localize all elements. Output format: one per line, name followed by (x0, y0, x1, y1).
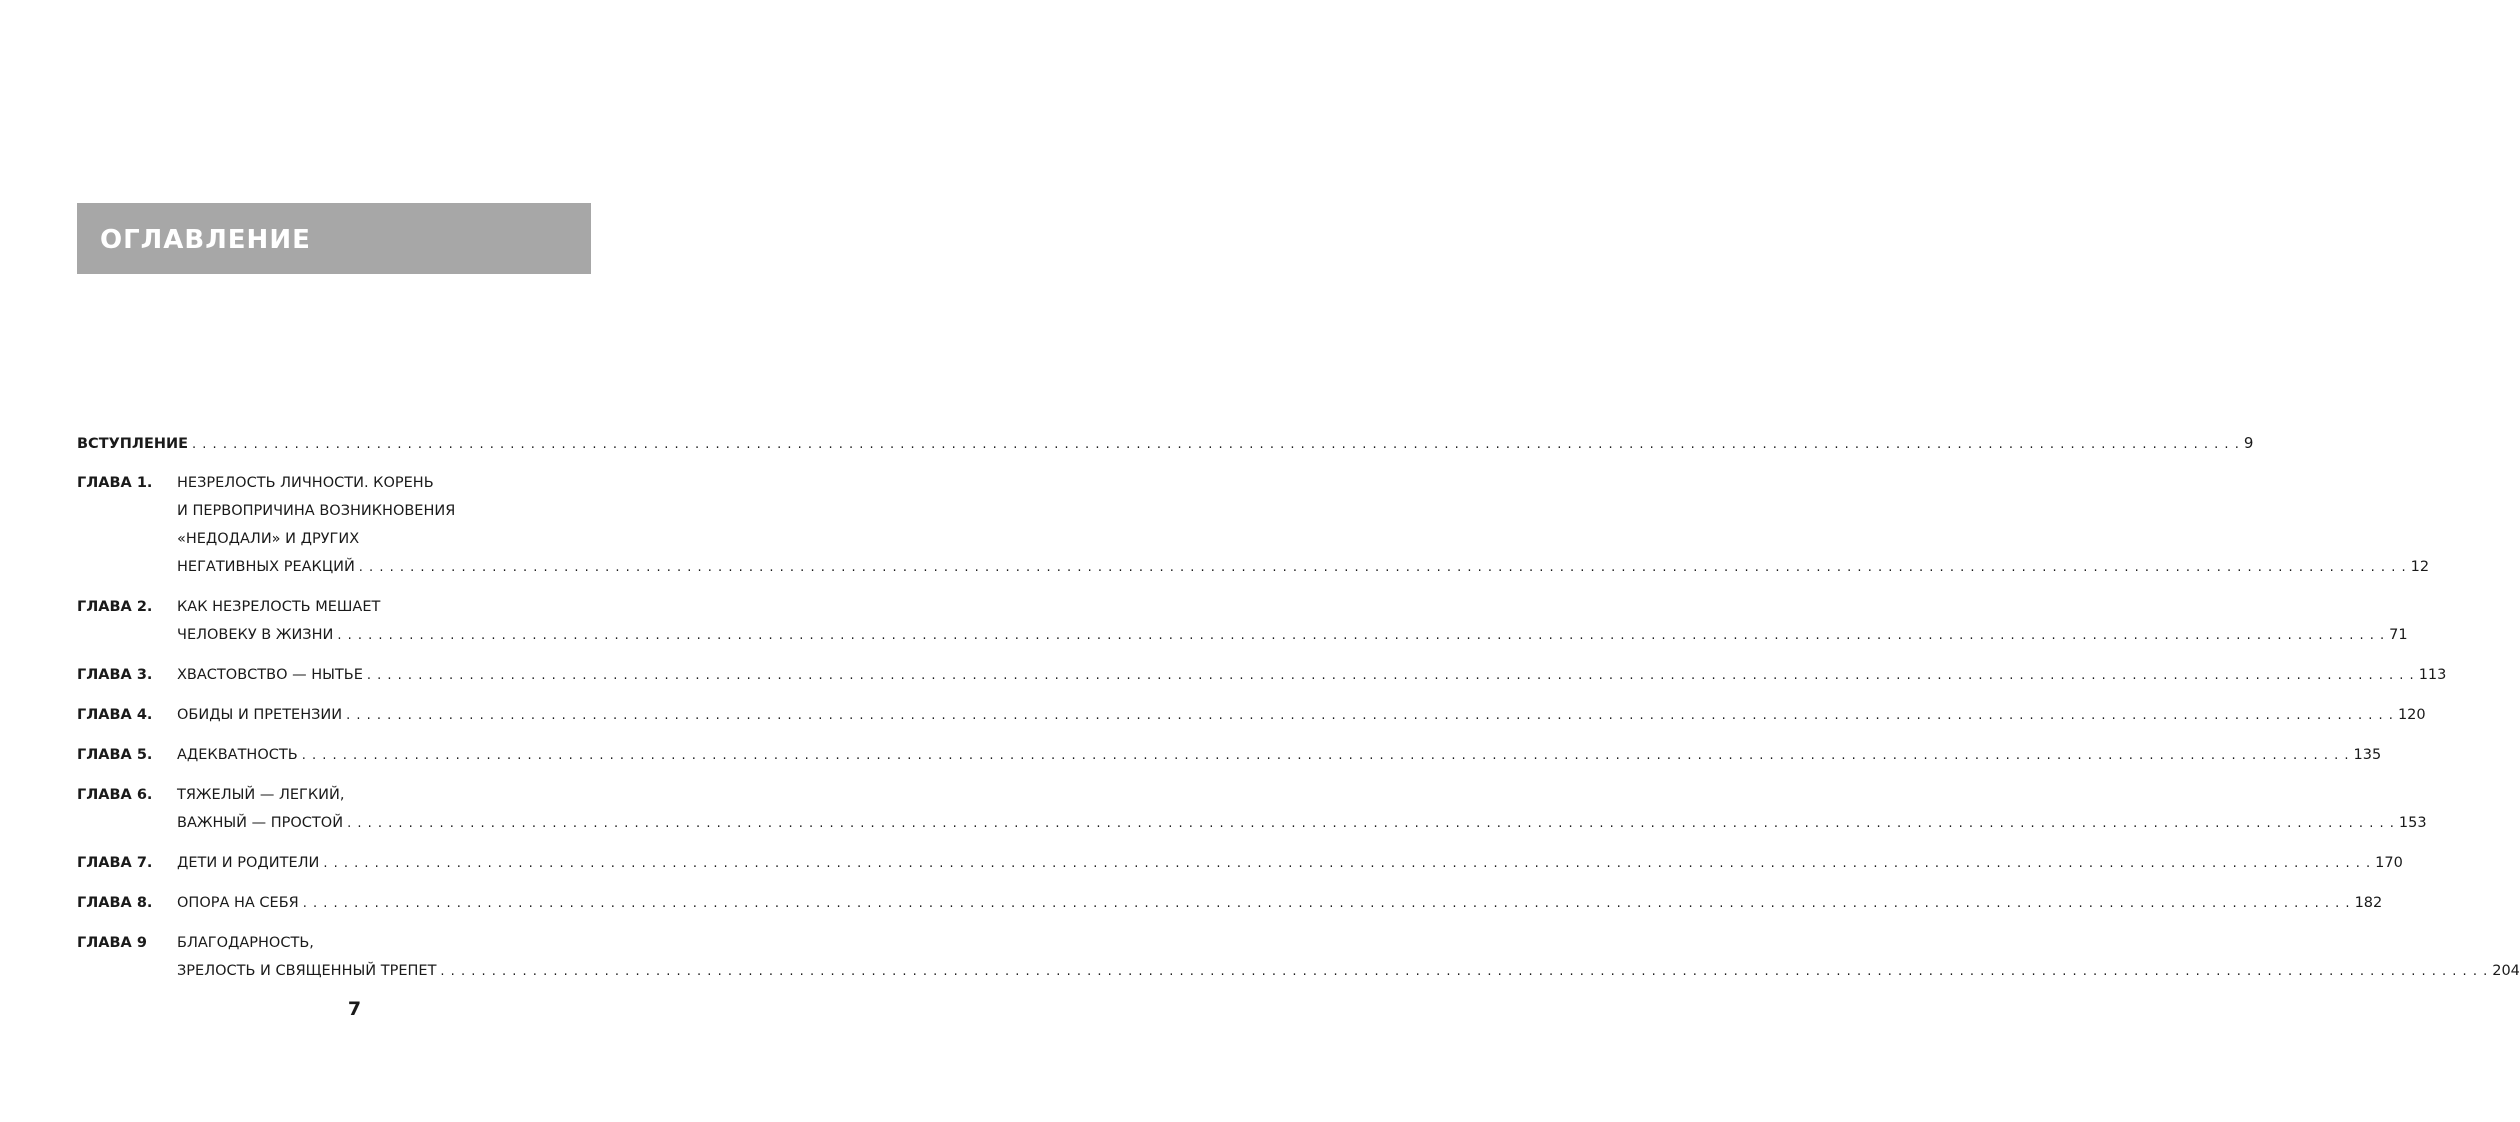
chapter-title (177, 701, 2426, 730)
dot-leader: . . . . . . . . . . . . . . . . . . . . . . . . . . . . . . . . . . . . . . . . . . . . . . . . . . . . . . . . . . . . . . . . . . . . . . . . . . . . . . . . . . . . . . . . . . . . . . . . . . . . . . . . . . . . . . . . . . . . . . . . . . . . . . . . . . . . . . . . . . . . . . . . . . . . . . . . . . . . . . . . . . . . . . . . . . . . . . . . . . . . . . . . . . . . . . . . . . . . . . . . (337, 628, 2386, 643)
chapter-title-last-line (177, 621, 2408, 650)
chapter-title (177, 469, 2430, 582)
chapter-title-line: АДЕКВАТНОСТЬ (177, 747, 298, 763)
chapter-label: ГЛАВА 1. (77, 475, 153, 491)
chapter-title (177, 889, 2383, 918)
chapter-title (177, 849, 2403, 878)
dot-leader: . . . . . . . . . . . . . . . . . . . . . . . . . . . . . . . . . . . . . . . . . . . . . . . . . . . . . . . . . . . . . . . . . . . . . . . . . . . . . . . . . . . . . . . . . . . . . . . . . . . . . . . . . . . . . . . . . . . . . . . . . . . . . . . . . . . . . . . . . . . . . . . . . . . . . . . . . . . . . . . . . . . . . . . . . . . . . . . . . . . . . . . . . . . . . . . . . . . . . . . . (346, 708, 2394, 723)
chapter-title (177, 593, 2408, 650)
chapter-label: ГЛАВА 9 (77, 935, 147, 951)
page-number: 7 (347, 998, 362, 1020)
chapter-title-line: НЕЗРЕЛОСТЬ ЛИЧНОСТИ. КОРЕНЬ (177, 475, 434, 491)
chapter-title-last-line (177, 701, 2426, 730)
toc-entry-chapter-2[interactable] (77, 593, 2408, 650)
chapter-title-last-line (177, 741, 2382, 770)
chapter-title (177, 929, 2520, 986)
chapter-page-number: 120 (2397, 707, 2426, 723)
chapter-title-last-line (177, 553, 2430, 582)
chapter-title-last-line (177, 661, 2447, 690)
chapter-title-last-line (177, 889, 2383, 918)
dot-leader: . . . . . . . . . . . . . . . . . . . . . . . . . . . . . . . . . . . . . . . . . . . . . . . . . . . . . . . . . . . . . . . . . . . . . . . . . . . . . . . . . . . . . . . . . . . . . . . . . . . . . . . . . . . . . . . . . . . . . . . . . . . . . . . . . . . . . . . . . . . . . . . . . . . . . . . . . . . . . . . . . . . . . . . . . . . . . . . . . . . . . . . . . . . . . . . . . . . . . . . . (366, 668, 2415, 683)
chapter-title-line: ТЯЖЕЛЫЙ — ЛЕГКИЙ, (177, 787, 345, 803)
chapter-title-line: ЗРЕЛОСТЬ И СВЯЩЕННЫЙ ТРЕПЕТ (177, 963, 437, 979)
chapter-title-line: ЧЕЛОВЕКУ В ЖИЗНИ (177, 627, 334, 643)
toc-entry-chapter-3[interactable] (77, 661, 2447, 690)
dot-leader: . . . . . . . . . . . . . . . . . . . . . . . . . . . . . . . . . . . . . . . . . . . . . . . . . . . . . . . . . . . . . . . . . . . . . . . . . . . . . . . . . . . . . . . . . . . . . . . . . . . . . . . . . . . . . . . . . . . . . . . . . . . . . . . . . . . . . . . . . . . . . . . . . . . . . . . . . . . . . . . . . . . . . . . . . . . . . . . . . . . . . . . . . . . . . . . . . . . . . . . . (358, 560, 2407, 575)
chapter-label: ГЛАВА 7. (77, 855, 153, 871)
chapter-page-number: 153 (2398, 815, 2427, 831)
dot-leader: . . . . . . . . . . . . . . . . . . . . . . . . . . . . . . . . . . . . . . . . . . . . . . . . . . . . . . . . . . . . . . . . . . . . . . . . . . . . . . . . . . . . . . . . . . . . . . . . . . . . . . . . . . . . . . . . . . . . . . . . . . . . . . . . . . . . . . . . . . . . . . . . . . . . . . . . . . . . . . . . . . . . . . . . . . . . . . . . . . . . . . . . . . . . . . . . . . . . . . . . (302, 896, 2351, 911)
chapter-title-line: И ПЕРВОПРИЧИНА ВОЗНИКНОВЕНИЯ (177, 503, 456, 519)
intro-label: ВСТУПЛЕНИЕ (77, 436, 189, 452)
toc-entry-intro[interactable] (77, 429, 2254, 457)
chapter-label: ГЛАВА 2. (77, 599, 153, 615)
chapter-title-line: ВАЖНЫЙ — ПРОСТОЙ (177, 815, 344, 831)
heading-band (77, 203, 591, 274)
chapter-title-line: КАК НЕЗРЕЛОСТЬ МЕШАЕТ (177, 599, 381, 615)
toc-entry-chapter-9[interactable] (77, 929, 2520, 986)
chapter-page-number: 71 (2389, 627, 2408, 643)
chapter-page-number: 113 (2418, 667, 2447, 683)
toc-entry-chapter-4[interactable] (77, 701, 2426, 730)
chapter-title-last-line (177, 957, 2520, 986)
toc-entry-chapter-8[interactable] (77, 889, 2383, 918)
chapter-page-number: 12 (2410, 559, 2430, 575)
chapter-page-number: 182 (2354, 895, 2383, 911)
toc-entry-chapter-7[interactable] (77, 849, 2403, 878)
chapter-page-number: 204 (2492, 963, 2520, 979)
chapter-title-line: ОБИДЫ И ПРЕТЕНЗИИ (177, 707, 343, 723)
chapter-label: ГЛАВА 3. (77, 667, 153, 683)
table-of-contents (77, 429, 2520, 997)
chapter-title-line: ХВАСТОВСТВО — НЫТЬЕ (177, 667, 363, 683)
chapter-list (77, 469, 2520, 986)
chapter-label: ГЛАВА 5. (77, 747, 153, 763)
chapter-label: ГЛАВА 4. (77, 707, 153, 723)
chapter-page-number: 170 (2375, 855, 2403, 871)
chapter-title-line: БЛАГОДАРНОСТЬ, (177, 935, 314, 951)
chapter-page-number: 135 (2353, 747, 2382, 763)
chapter-title-last-line (177, 809, 2427, 838)
chapter-title-line: ОПОРА НА СЕБЯ (177, 895, 299, 911)
toc-entry-chapter-5[interactable] (77, 741, 2382, 770)
page-title: ОГЛАВЛЕНИЕ (100, 225, 311, 255)
dot-leader: . . . . . . . . . . . . . . . . . . . . . . . . . . . . . . . . . . . . . . . . . . . . . . . . . . . . . . . . . . . . . . . . . . . . . . . . . . . . . . . . . . . . . . . . . . . . . . . . . . . . . . . . . . . . . . . . . . . . . . . . . . . . . . . . . . . . . . . . . . . . . . . . . . . . . . . . . . . . . . . . . . . . . . . . . . . . . . . . . . . . . . . . . . . . . . . . . . . . . . . . (323, 856, 2372, 871)
dot-leader: . . . . . . . . . . . . . . . . . . . . . . . . . . . . . . . . . . . . . . . . . . . . . . . . . . . . . . . . . . . . . . . . . . . . . . . . . . . . . . . . . . . . . . . . . . . . . . . . . . . . . . . . . . . . . . . . . . . . . . . . . . . . . . . . . . . . . . . . . . . . . . . . . . . . . . . . . . . . . . . . . . . . . . . . . . . . . . . . . . . . . . . . . . . . . . . . . . . . . . . . (301, 748, 2350, 763)
dot-leader: . . . . . . . . . . . . . . . . . . . . . . . . . . . . . . . . . . . . . . . . . . . . . . . . . . . . . . . . . . . . . . . . . . . . . . . . . . . . . . . . . . . . . . . . . . . . . . . . . . . . . . . . . . . . . . . . . . . . . . . . . . . . . . . . . . . . . . . . . . . . . . . . . . . . . . . . . . . . . . . . . . . . . . . . . . . . . . . . . . . . . . . . . . . . . . . . . . . . . . . . (440, 964, 2489, 979)
chapter-title (177, 741, 2382, 770)
chapter-title-line: НЕГАТИВНЫХ РЕАКЦИЙ (177, 559, 355, 575)
chapter-label: ГЛАВА 8. (77, 895, 153, 911)
dot-leader: . . . . . . . . . . . . . . . . . . . . . . . . . . . . . . . . . . . . . . . . . . . . . . . . . . . . . . . . . . . . . . . . . . . . . . . . . . . . . . . . . . . . . . . . . . . . . . . . . . . . . . . . . . . . . . . . . . . . . . . . . . . . . . . . . . . . . . . . . . . . . . . . . . . . . . . . . . . . . . . . . . . . . . . . . . . . . . . . . . . . . . . . . . . . . . . . . . . . . . . . (347, 816, 2395, 831)
dot-leader: . . . . . . . . . . . . . . . . . . . . . . . . . . . . . . . . . . . . . . . . . . . . . . . . . . . . . . . . . . . . . . . . . . . . . . . . . . . . . . . . . . . . . . . . . . . . . . . . . . . . . . . . . . . . . . . . . . . . . . . . . . . . . . . . . . . . . . . . . . . . . . . . . . . . . . . . . . . . . . . . . . . . . . . . . . . . . . . . . . . . . . . . . . . . . . . . . . . . . . . . (192, 437, 2240, 452)
intro-page-number: 9 (2243, 434, 2254, 452)
chapter-title-last-line (177, 849, 2403, 878)
chapter-title (177, 781, 2427, 838)
chapter-label: ГЛАВА 6. (77, 787, 153, 803)
toc-entry-chapter-1[interactable] (77, 469, 2430, 582)
toc-entry-chapter-6[interactable] (77, 781, 2427, 838)
chapter-title-line: ДЕТИ И РОДИТЕЛИ (177, 855, 320, 871)
chapter-title-line: «НЕДОДАЛИ» И ДРУГИХ (177, 531, 360, 547)
chapter-title (177, 661, 2447, 690)
